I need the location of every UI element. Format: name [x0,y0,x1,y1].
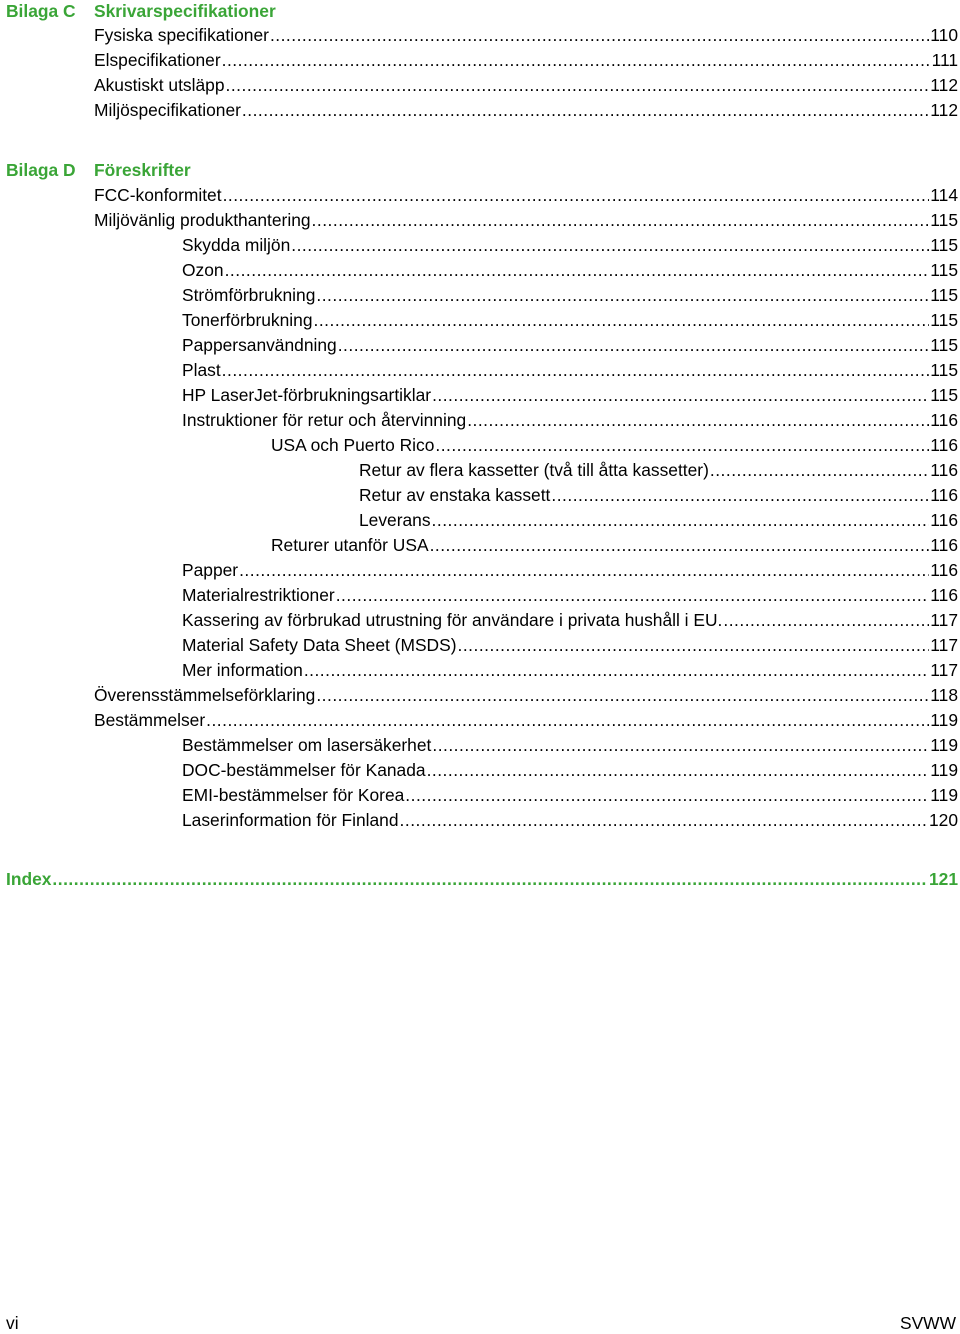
toc-entry-page: 117 [930,660,958,680]
index-page: 121 [928,869,958,889]
toc-entry-title: Material Safety Data Sheet (MSDS) [182,635,457,655]
toc-entry[interactable] [182,759,958,781]
toc-entry[interactable] [182,584,958,606]
toc-entry[interactable] [182,734,958,756]
toc-entry-title: FCC-konformitet [94,185,222,205]
toc-entry-page: 117 [930,610,958,630]
toc-entry-page: 116 [930,560,958,580]
toc-entry-title: Pappersanvändning [182,335,337,355]
toc-entry[interactable] [182,309,958,331]
toc-entry-title: Instruktioner för retur och återvinning [182,410,467,430]
toc-entry-title: Returer utanför USA [271,535,429,555]
toc-entry[interactable] [359,484,958,506]
toc-entry-page: 112 [930,100,958,120]
toc-entry-page: 116 [930,485,958,505]
toc-entry-page: 115 [930,235,958,255]
toc-entry-page: 116 [930,535,958,555]
toc-entry[interactable] [182,234,958,256]
toc-entry-title: EMI-bestämmelser för Korea [182,785,405,805]
toc-entry[interactable] [94,209,958,231]
toc-entry-page: 116 [930,410,958,430]
toc-entry[interactable] [271,434,958,456]
toc-entry-page: 115 [930,285,958,305]
toc-entry[interactable] [182,634,958,656]
toc-entry[interactable] [271,534,958,556]
toc-entry-page: 115 [930,335,958,355]
toc-entry-title: Elspecifikationer [94,50,221,70]
toc-entry[interactable] [359,459,958,481]
toc-entry[interactable] [182,784,958,806]
toc-entry-title: Mer information [182,660,303,680]
toc-entry[interactable] [94,24,958,46]
toc-entry-title: Kassering av förbrukad utrustning för användare i privata hushåll i EU. [182,610,723,630]
toc-entry-title: Retur av enstaka kassett [359,485,551,505]
toc-entry-page: 119 [930,760,958,780]
toc-entry-title: Bestämmelser om lasersäkerhet [182,735,432,755]
toc-entry[interactable] [94,684,958,706]
toc-entry-title: Papper [182,560,239,580]
toc-entry[interactable] [182,609,958,631]
toc-entry-page: 110 [930,25,958,45]
toc-entry[interactable] [94,709,958,731]
toc-entry-title: Ozon [182,260,224,280]
toc-entry[interactable] [182,559,958,581]
toc-entry-title: Bestämmelser [94,710,206,730]
toc-entry-page: 114 [930,185,958,205]
toc-entry-page: 119 [930,735,958,755]
footer-page-number: vi [6,1313,19,1333]
toc-entry[interactable] [182,659,958,681]
toc-entry[interactable] [94,49,958,71]
toc-entry-page: 115 [930,310,958,330]
toc-entry-title: Strömförbrukning [182,285,316,305]
appendix-c-heading [6,0,276,22]
appendix-d-title: Föreskrifter [94,160,191,180]
toc-entry-page: 116 [930,510,958,530]
toc-entry-page: 119 [930,710,958,730]
toc-entry-title: Akustiskt utsläpp [94,75,225,95]
toc-entry-page: 120 [928,810,958,830]
toc-entry-page: 116 [930,435,958,455]
toc-entry-page: 111 [931,50,958,70]
toc-entry-title: Överensstämmelseförklaring [94,685,316,705]
toc-entry[interactable] [94,99,958,121]
toc-entry-title: Laserinformation för Finland [182,810,399,830]
toc-entry-title: Leverans [359,510,431,530]
toc-entry[interactable] [182,334,958,356]
toc-entry-title: HP LaserJet-förbrukningsartiklar [182,385,432,405]
toc-entry-title: Fysiska specifikationer [94,25,269,45]
footer-code: SVWW [899,1313,956,1333]
toc-entry-page: 117 [930,635,958,655]
toc-entry-page: 115 [930,260,958,280]
toc-entry-title: Retur av flera kassetter (två till åtta kassetter) [359,460,709,480]
toc-entry-page: 115 [930,385,958,405]
toc-entry-title: USA och Puerto Rico [271,435,435,455]
toc-entry[interactable] [182,409,958,431]
toc-entry[interactable] [182,809,958,831]
toc-entry-page: 115 [930,210,958,230]
toc-entry-title: Miljöspecifikationer [94,100,241,120]
toc-entry-title: DOC-bestämmelser för Kanada [182,760,426,780]
toc-entry-title: Skydda miljön [182,235,291,255]
toc-entry[interactable] [182,384,958,406]
toc-entry-page: 116 [930,585,958,605]
toc-entry[interactable] [182,284,958,306]
appendix-d-heading [6,159,191,181]
toc-entry-title: Miljövänlig produkthantering [94,210,311,230]
toc-entry-title: Plast [182,360,221,380]
appendix-d-label: Bilaga D [6,160,76,180]
appendix-c-title: Skrivarspecifikationer [94,1,276,21]
toc-entry-page: 119 [930,785,958,805]
toc-entry-page: 118 [930,685,958,705]
toc-entry-page: 112 [930,75,958,95]
toc-index-entry[interactable] [6,868,958,890]
appendix-c-label: Bilaga C [6,1,76,21]
toc-entry[interactable] [182,259,958,281]
index-title: Index [6,869,52,889]
toc-entry-title: Tonerförbrukning [182,310,313,330]
toc-entry[interactable] [182,359,958,381]
toc-entry[interactable] [94,184,958,206]
toc-entry-page: 116 [930,460,958,480]
toc-entry[interactable] [359,509,958,531]
toc-entry-page: 115 [930,360,958,380]
toc-entry-title: Materialrestriktioner [182,585,335,605]
toc-entry[interactable] [94,74,958,96]
